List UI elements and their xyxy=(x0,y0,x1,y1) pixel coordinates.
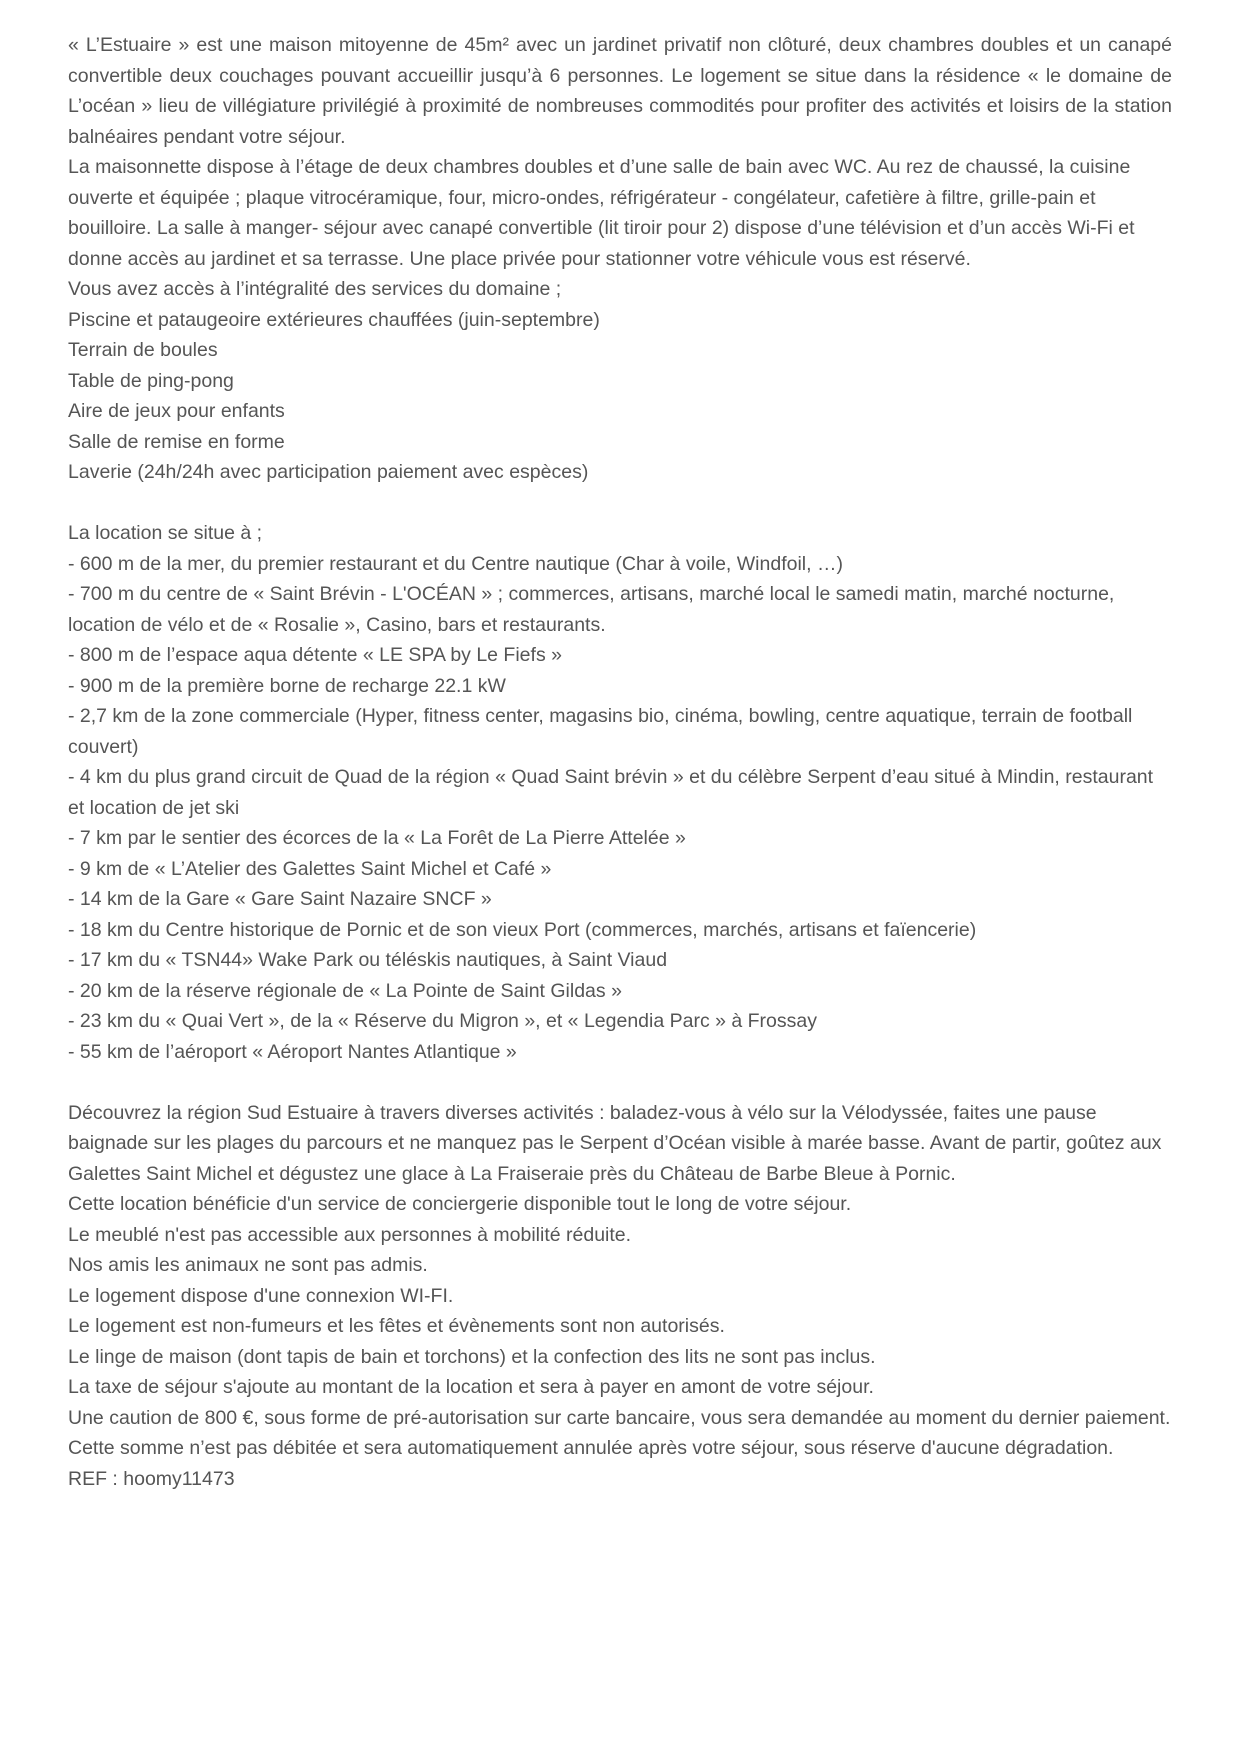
line-distance-23km: - 23 km du « Quai Vert », de la « Réserve du Migron », et « Legendia Parc » à Frossay xyxy=(68,1010,817,1032)
line-service-pingpong: Table de ping-pong xyxy=(68,369,234,392)
line-service-playground: Aire de jeux pour enfants xyxy=(68,400,285,422)
spacer-line-1 xyxy=(68,488,1172,519)
line-distance-900m: - 900 m de la première borne de recharge 22.1 kW xyxy=(68,674,506,697)
listing-description-body xyxy=(68,30,1172,1494)
line-service-pool: Piscine et pataugeoire extérieures chauffées (juin-septembre) xyxy=(68,308,600,331)
paragraph-intro: « L’Estuaire » est une maison mitoyenne de 45m² avec un jardinet privatif non clôturé, deux chambres doubles et un canapé convertible deux couchages pouvant accueillir jusqu’à 6 personnes. Le logement se situe dans la résidence « le domaine de L’océan » lieu de villégiature privilégié à proximité de nombreuses commodités pour profiter des activités et loisirs de la station balnéaires pendant votre séjour. xyxy=(68,34,1172,148)
line-reference: REF : hoomy11473 xyxy=(68,1467,235,1490)
line-service-fitness: Salle de remise en forme xyxy=(68,430,285,453)
paragraph-deposit: Une caution de 800 €, sous forme de pré-autorisation sur carte bancaire, vous sera demandée au moment du dernier paiement. Cette somme n’est pas débitée et sera automatiquement annulée après votre séjour, sous réserve d'aucune dégradation. xyxy=(68,1406,1171,1459)
line-location-intro: La location se situe à ; xyxy=(68,522,263,544)
line-wifi: Le logement dispose d'une connexion WI-FI. xyxy=(68,1284,454,1307)
line-distance-18km: - 18 km du Centre historique de Pornic et de son vieux Port (commerces, marchés, artisans et faïencerie) xyxy=(68,918,977,941)
line-services-intro: Vous avez accès à l’intégralité des services du domaine ; xyxy=(68,278,562,300)
line-service-laundry: Laverie (24h/24h avec participation paiement avec espèces) xyxy=(68,461,589,483)
line-distance-600m: - 600 m de la mer, du premier restaurant et du Centre nautique (Char à voile, Windfoil, …) xyxy=(68,552,843,575)
line-smoking-events: Le logement est non-fumeurs et les fêtes et évènements sont non autorisés. xyxy=(68,1315,725,1337)
line-distance-2-7km: - 2,7 km de la zone commerciale (Hyper, fitness center, magasins bio, cinéma, bowling, centre aquatique, terrain de football couvert) xyxy=(68,705,1133,758)
line-distance-14km: - 14 km de la Gare « Gare Saint Nazaire SNCF » xyxy=(68,888,492,910)
line-distance-4km: - 4 km du plus grand circuit de Quad de la région « Quad Saint brévin » et du célèbre Serpent d’eau situé à Mindin, restaurant et location de jet ski xyxy=(68,766,1154,819)
line-service-boules: Terrain de boules xyxy=(68,339,218,361)
line-concierge: Cette location bénéficie d'un service de conciergerie disponible tout le long de votre séjour. xyxy=(68,1193,852,1215)
line-distance-9km: - 9 km de « L’Atelier des Galettes Saint Michel et Café » xyxy=(68,857,552,880)
line-distance-20km: - 20 km de la réserve régionale de « La Pointe de Saint Gildas » xyxy=(68,979,622,1002)
line-tourist-tax: La taxe de séjour s'ajoute au montant de la location et sera à payer en amont de votre séjour. xyxy=(68,1376,874,1398)
line-distance-55km: - 55 km de l’aéroport « Aéroport Nantes Atlantique » xyxy=(68,1040,517,1063)
line-linen: Le linge de maison (dont tapis de bain et torchons) et la confection des lits ne sont pas inclus. xyxy=(68,1345,876,1368)
line-distance-700m: - 700 m du centre de « Saint Brévin - L'OCÉAN » ; commerces, artisans, marché local le samedi matin, marché nocturne, location de vélo et de « Rosalie », Casino, bars et restaurants. xyxy=(68,583,1115,636)
line-distance-17km: - 17 km du « TSN44» Wake Park ou téléskis nautiques, à Saint Viaud xyxy=(68,949,668,971)
paragraph-region-activities: Découvrez la région Sud Estuaire à travers diverses activités : baladez-vous à vélo sur la Vélodyssée, faites une pause baignade sur les plages du parcours et ne manquez pas le Serpent d’Océan visible à marée basse. Avant de partir, goûtez aux Galettes Saint Michel et dégustez une glace à La Fraiseraie près du Château de Barbe Bleue à Pornic. xyxy=(68,1101,1162,1185)
line-accessibility: Le meublé n'est pas accessible aux personnes à mobilité réduite. xyxy=(68,1223,632,1246)
line-distance-7km: - 7 km par le sentier des écorces de la « La Forêt de La Pierre Attelée » xyxy=(68,827,686,849)
paragraph-layout: La maisonnette dispose à l’étage de deux chambres doubles et d’une salle de bain avec WC. Au rez de chaussé, la cuisine ouverte et équipée ; plaque vitrocéramique, four, micro-ondes, réfrigérateur - congélateur, cafetière à filtre, grille-pain et bouilloire. La salle à manger- séjour avec canapé convertible (lit tiroir pour 2) dispose d’une télévision et d’un accès Wi-Fi et donne accès au jardinet et sa terrasse. Une place privée pour stationner votre véhicule vous est réservé. xyxy=(68,156,1135,270)
line-distance-800m: - 800 m de l’espace aqua détente « LE SPA by Le Fiefs » xyxy=(68,644,562,666)
line-pets: Nos amis les animaux ne sont pas admis. xyxy=(68,1254,428,1276)
spacer-line-2 xyxy=(68,1067,1172,1098)
